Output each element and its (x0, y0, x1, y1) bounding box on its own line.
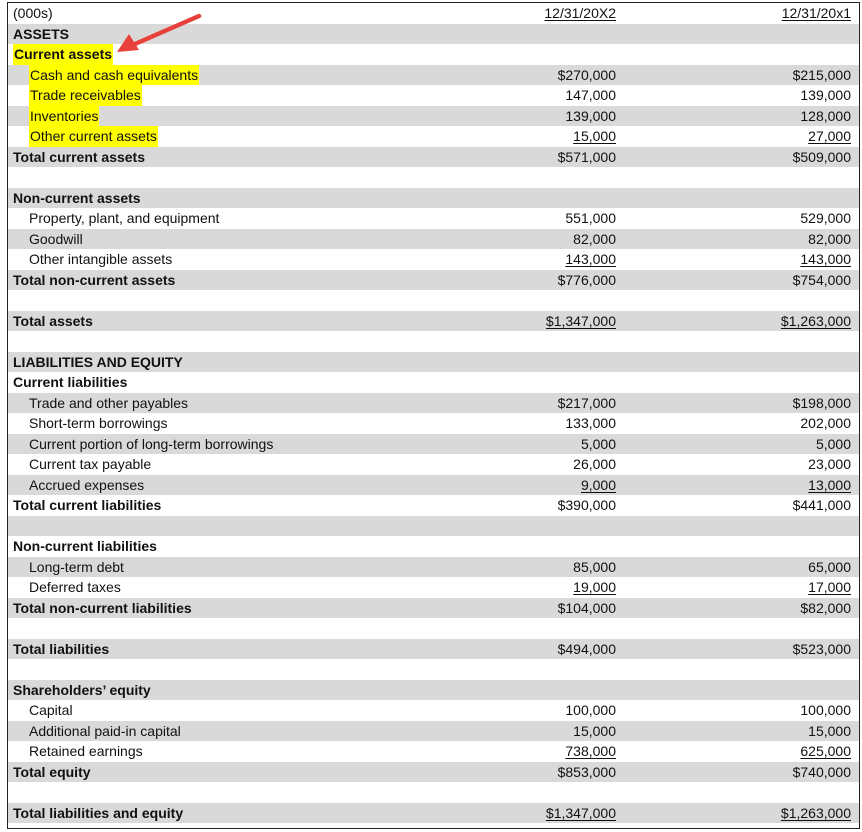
value-20x2: 551,000 (565, 210, 616, 226)
blank-row (8, 516, 859, 537)
row-label: Additional paid-in capital (29, 722, 181, 739)
table-row (8, 311, 859, 332)
value-20x1: 23,000 (808, 456, 851, 472)
value-20x2: 82,000 (573, 230, 616, 247)
value-20x1: 15,000 (808, 722, 851, 739)
blank-row (8, 782, 859, 803)
value-20x2: $494,000 (557, 640, 616, 657)
table-row (8, 372, 859, 393)
value-20x2: 9,000 (580, 476, 616, 493)
value-20x2: 139,000 (565, 107, 616, 124)
value-20x2: $217,000 (557, 394, 616, 411)
table-row (8, 434, 859, 455)
table-row (8, 65, 859, 86)
value-20x1: $198,000 (792, 394, 851, 411)
table-row (8, 495, 859, 516)
value-20x1: $215,000 (792, 66, 851, 83)
row-label: Total equity (13, 763, 91, 780)
value-20x1: 529,000 (800, 210, 851, 226)
value-20x1: $740,000 (792, 763, 851, 780)
units-label: (000s) (13, 5, 53, 21)
row-label: Non-current liabilities (13, 538, 157, 554)
value-20x2: 15,000 (573, 722, 616, 739)
table-row (8, 188, 859, 209)
table-row (8, 126, 859, 147)
row-label: Total non-current assets (13, 271, 176, 288)
blank-row (8, 290, 859, 311)
row-label: Total current liabilities (13, 497, 162, 513)
value-20x1: 65,000 (808, 558, 851, 575)
row-label: LIABILITIES AND EQUITY (13, 353, 183, 370)
row-label: ASSETS (13, 25, 70, 42)
table-row (8, 106, 859, 127)
table-row (8, 721, 859, 742)
row-label: Trade and other payables (29, 394, 189, 411)
value-20x1: $82,000 (800, 599, 851, 616)
row-label: Total liabilities (13, 640, 110, 657)
table-row (8, 270, 859, 291)
table-row (8, 147, 859, 168)
table-row (8, 741, 859, 762)
row-label: Capital (29, 702, 73, 718)
row-label: Inventories (29, 106, 99, 127)
value-20x2: $104,000 (557, 599, 616, 616)
blank-row (8, 618, 859, 639)
table-row (8, 454, 859, 475)
value-20x1: $441,000 (792, 497, 851, 513)
value-20x2: $390,000 (557, 497, 616, 513)
row-label: Long-term debt (29, 558, 124, 575)
value-20x2: $571,000 (557, 148, 616, 165)
value-20x1: 625,000 (800, 743, 851, 759)
table-row (8, 85, 859, 106)
balance-sheet-rows (8, 24, 859, 824)
table-row (8, 639, 859, 660)
value-20x2: 26,000 (573, 456, 616, 472)
table-row (8, 229, 859, 250)
balance-sheet (7, 2, 860, 829)
value-20x2: 15,000 (573, 128, 616, 144)
value-20x1: 100,000 (800, 702, 851, 718)
row-label: Current portion of long-term borrowings (29, 435, 274, 452)
row-label: Other intangible assets (29, 251, 173, 267)
table-row (8, 475, 859, 496)
row-label: Current liabilities (13, 374, 128, 390)
value-20x1: $509,000 (792, 148, 851, 165)
value-20x2: $853,000 (557, 763, 616, 780)
row-label: Total current assets (13, 148, 146, 165)
row-label: Cash and cash equivalents (29, 65, 199, 86)
value-20x1: $1,263,000 (780, 312, 851, 329)
value-20x1: 13,000 (808, 476, 851, 493)
row-label: Total liabilities and equity (13, 804, 184, 821)
row-label: Other current assets (29, 126, 158, 147)
value-20x1: 128,000 (800, 107, 851, 124)
table-row (8, 536, 859, 557)
table-row (8, 208, 859, 229)
value-20x1: 82,000 (808, 230, 851, 247)
red-arrow-annotation-icon (115, 12, 205, 54)
value-20x1: 27,000 (808, 128, 851, 144)
row-label: Non-current assets (13, 189, 141, 206)
value-20x2: 147,000 (565, 87, 616, 103)
table-row (8, 803, 859, 824)
table-row (8, 762, 859, 783)
row-label: Trade receivables (29, 85, 142, 106)
value-20x2: 143,000 (565, 251, 616, 267)
row-label: Total non-current liabilities (13, 599, 192, 616)
value-20x1: 143,000 (800, 251, 851, 267)
value-20x1: $1,263,000 (780, 804, 851, 821)
value-20x1: 202,000 (800, 415, 851, 431)
value-20x1: 17,000 (808, 579, 851, 595)
row-label: Current assets (13, 44, 113, 65)
value-20x2: $1,347,000 (545, 804, 616, 821)
value-20x1: $754,000 (792, 271, 851, 288)
row-label: Retained earnings (29, 743, 143, 759)
row-label: Short-term borrowings (29, 415, 168, 431)
value-20x2: $270,000 (557, 66, 616, 83)
value-20x2: 5,000 (580, 435, 616, 452)
value-20x2: 100,000 (565, 702, 616, 718)
value-20x2: 738,000 (565, 743, 616, 759)
table-row (8, 577, 859, 598)
table-row (8, 557, 859, 578)
row-label: Property, plant, and equipment (29, 210, 220, 226)
row-label: Current tax payable (29, 456, 152, 472)
value-20x2: 19,000 (573, 579, 616, 595)
value-20x2: $776,000 (557, 271, 616, 288)
value-20x1: 5,000 (815, 435, 851, 452)
value-20x1: $523,000 (792, 640, 851, 657)
table-row (8, 249, 859, 270)
column-header-20x2: 12/31/20X2 (544, 5, 616, 21)
blank-row (8, 167, 859, 188)
value-20x2: $1,347,000 (545, 312, 616, 329)
value-20x2: 133,000 (565, 415, 616, 431)
value-20x2: 85,000 (573, 558, 616, 575)
table-row (8, 352, 859, 373)
row-label: Goodwill (29, 230, 83, 247)
table-row (8, 680, 859, 701)
column-header-20x1: 12/31/20x1 (781, 5, 851, 21)
row-label: Total assets (13, 312, 93, 329)
row-label: Deferred taxes (29, 579, 121, 595)
table-row (8, 598, 859, 619)
table-row (8, 700, 859, 721)
value-20x1: 139,000 (800, 87, 851, 103)
row-label: Accrued expenses (29, 476, 145, 493)
table-row (8, 413, 859, 434)
table-row (8, 393, 859, 414)
row-label: Shareholders’ equity (13, 681, 151, 698)
blank-row (8, 331, 859, 352)
blank-row (8, 659, 859, 680)
